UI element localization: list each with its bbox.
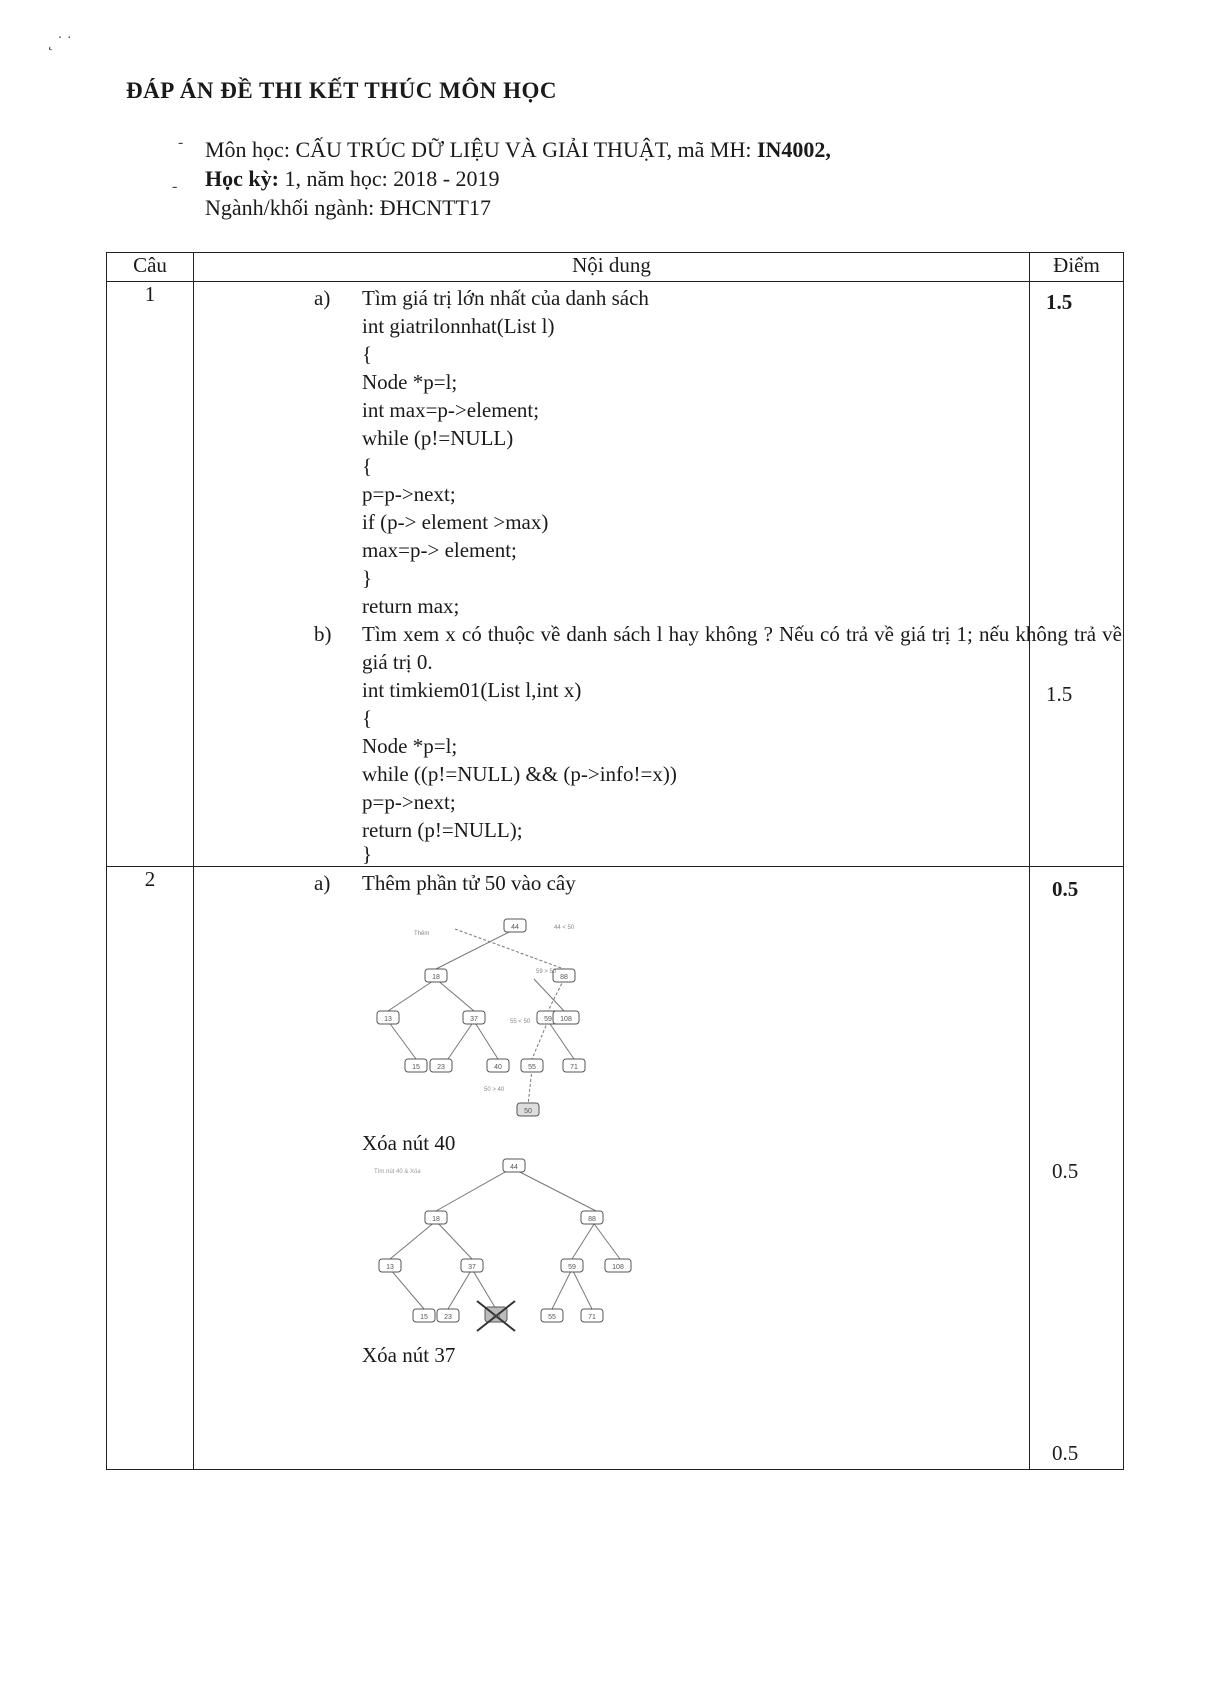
header-content: Nội dung <box>194 253 1030 282</box>
node-label: 108 <box>560 1016 572 1023</box>
node-label: 18 <box>432 1216 440 1223</box>
node-label: 40 <box>494 1064 502 1071</box>
node-label: 50 <box>524 1108 532 1115</box>
node-label: 88 <box>560 974 568 981</box>
code-line: } <box>362 566 373 590</box>
semester-label: Học kỳ: <box>205 166 279 191</box>
node-label: 59 <box>544 1016 552 1023</box>
points-value: 0.5 <box>1052 1159 1079 1183</box>
code-line: { <box>362 342 373 366</box>
q2-points <box>1030 867 1124 1470</box>
table-row-q1 <box>107 282 1124 867</box>
q1-b-mark: b) <box>314 622 332 646</box>
node-label: 55 <box>528 1064 536 1071</box>
node-label: 71 <box>570 1064 578 1071</box>
annotation: 55 < 50 <box>510 1019 531 1025</box>
bullet-mark: - <box>172 178 178 195</box>
code-line: int timkiem01(List l,int x) <box>362 678 582 702</box>
tree-side-label: Tìm nút 40 & Xóa <box>374 1169 421 1175</box>
q1-a-mark: a) <box>314 286 331 310</box>
code-line: p=p->next; <box>362 790 456 814</box>
points-value: 1.5 <box>1046 290 1073 314</box>
node-label: 37 <box>470 1016 478 1023</box>
node-label: 59 <box>568 1264 576 1271</box>
node-label: 23 <box>437 1064 445 1071</box>
points-value: 0.5 <box>1052 877 1079 901</box>
code-line: return (p!=NULL); <box>362 818 523 842</box>
table-header-row <box>107 253 1124 282</box>
code-line: p=p->next; <box>362 482 456 506</box>
delete-37-label: Xóa nút 37 <box>362 1343 456 1367</box>
annotation: 44 < 50 <box>554 925 575 931</box>
q2-content <box>194 867 1030 1470</box>
document-title: ĐÁP ÁN ĐỀ THI KẾT THÚC MÔN HỌC <box>126 78 557 103</box>
semester-value: 1, năm học: 2018 - 2019 <box>278 166 500 191</box>
table-row-q2 <box>107 867 1124 1470</box>
node-label: 23 <box>444 1314 452 1321</box>
points-value: 0.5 <box>1052 1441 1079 1465</box>
code-line: if (p-> element >max) <box>362 510 549 534</box>
subject-line <box>205 137 831 163</box>
scan-mark: ˛ ˙ ˙ <box>48 34 72 51</box>
answer-table <box>106 252 1124 1470</box>
node-label: 18 <box>432 974 440 981</box>
code-line: { <box>362 454 373 478</box>
code-line: { <box>362 706 373 730</box>
node-label: 13 <box>384 1016 392 1023</box>
bullet-mark: - <box>178 134 184 151</box>
tree-side-label: Thêm <box>414 931 430 937</box>
q2-a-title: Thêm phần tử 50 vào cây <box>362 871 576 895</box>
major-line: Ngành/khối ngành: ĐHCNTT17 <box>205 195 491 220</box>
subject-text: Môn học: CẤU TRÚC DỮ LIỆU VÀ GIẢI THUẬT, mã MH: <box>205 137 757 162</box>
node-label: 37 <box>468 1264 476 1271</box>
question-number: 1 <box>107 282 194 867</box>
code-line: Node *p=l; <box>362 370 458 394</box>
node-label: 108 <box>612 1264 624 1271</box>
code-line: Node *p=l; <box>362 734 458 758</box>
node-label: 15 <box>420 1314 428 1321</box>
q1-a-title: Tìm giá trị lớn nhất của danh sách <box>362 286 649 310</box>
code-line: } <box>362 842 373 866</box>
node-label: 15 <box>412 1064 420 1071</box>
node-label: 13 <box>386 1264 394 1271</box>
code-line: while (p!=NULL) <box>362 426 514 450</box>
delete-40-label: Xóa nút 40 <box>362 1131 456 1155</box>
code-line: int max=p->element; <box>362 398 540 422</box>
q1-b-title: Tìm xem x có thuộc về danh sách l hay không ? Nếu có trả về giá trị 1; nếu không trả về giá trị 0. <box>362 622 1122 674</box>
semester-line <box>205 166 500 192</box>
node-label: 88 <box>588 1216 596 1223</box>
q1-points <box>1030 282 1124 867</box>
points-value: 1.5 <box>1046 682 1073 706</box>
code-line: return max; <box>362 594 460 618</box>
header-question: Câu <box>107 253 194 282</box>
subject-code: IN4002, <box>756 137 831 162</box>
annotation: 50 > 40 <box>484 1087 505 1093</box>
node-label: 55 <box>548 1314 556 1321</box>
code-line: int giatrilonnhat(List l) <box>362 314 555 338</box>
node-label: 71 <box>588 1314 596 1321</box>
node-label: 44 <box>510 1164 518 1171</box>
annotation: 59 > 50 <box>536 969 557 975</box>
question-number: 2 <box>107 867 194 1470</box>
bst-insert-diagram <box>284 905 604 1125</box>
header-points: Điểm <box>1030 253 1124 282</box>
q2-a-mark: a) <box>314 871 331 895</box>
code-line: while ((p!=NULL) && (p->info!=x)) <box>362 762 677 786</box>
node-label: 40 <box>492 1314 500 1321</box>
node-label: 44 <box>511 924 519 931</box>
code-line: max=p-> element; <box>362 538 517 562</box>
bst-delete-diagram <box>274 1155 624 1345</box>
